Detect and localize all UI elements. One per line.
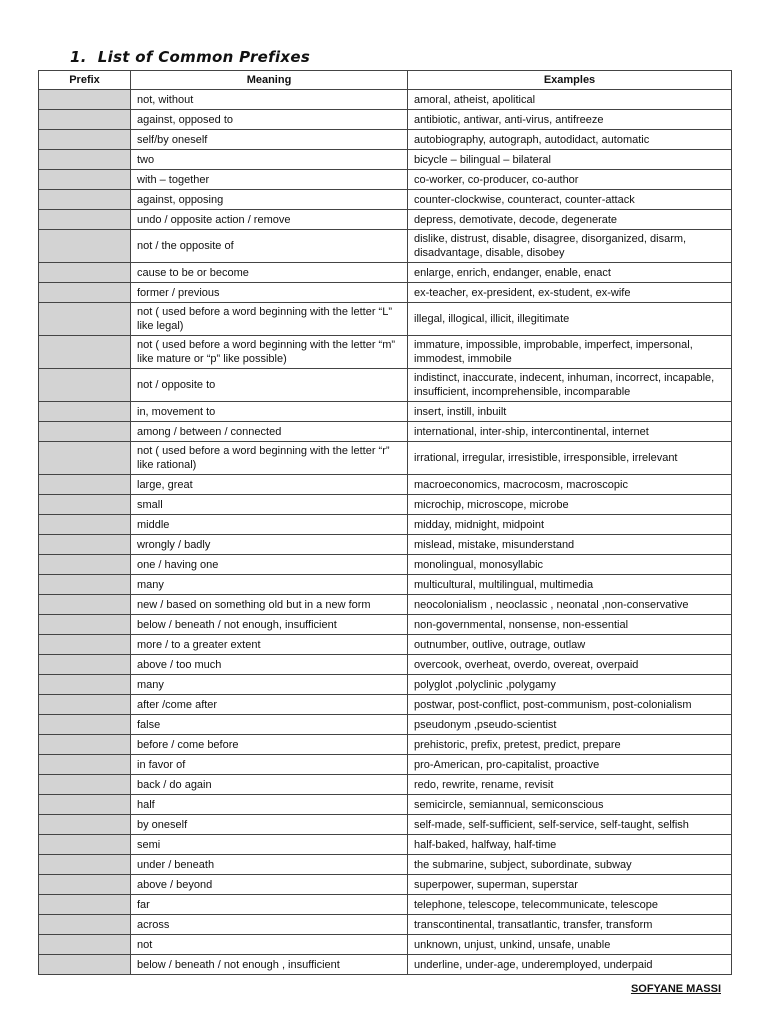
meaning-cell: cause to be or become: [131, 263, 408, 283]
meaning-cell: before / come before: [131, 735, 408, 755]
examples-cell: macroeconomics, macrocosm, macroscopic: [408, 475, 732, 495]
meaning-cell: not ( used before a word beginning with the letter “r” like rational): [131, 442, 408, 475]
meaning-cell: self/by oneself: [131, 130, 408, 150]
table-row: [39, 575, 732, 595]
prefix-cell: [39, 955, 131, 975]
prefix-cell: [39, 755, 131, 775]
examples-cell: polyglot ,polyclinic ,polygamy: [408, 675, 732, 695]
examples-cell: irrational, irregular, irresistible, irresponsible, irrelevant: [408, 442, 732, 475]
prefix-cell: [39, 795, 131, 815]
meaning-cell: false: [131, 715, 408, 735]
prefix-cell: [39, 442, 131, 475]
table-row: [39, 90, 732, 110]
prefix-cell: [39, 535, 131, 555]
meaning-cell: many: [131, 675, 408, 695]
examples-cell: indistinct, inaccurate, indecent, inhuman, incorrect, incapable, insufficient, incomprehensible, incomparable: [408, 369, 732, 402]
table-row: [39, 150, 732, 170]
table-row: [39, 555, 732, 575]
meaning-cell: two: [131, 150, 408, 170]
prefix-cell: [39, 615, 131, 635]
prefix-cell: [39, 263, 131, 283]
prefix-cell: [39, 495, 131, 515]
meaning-cell: small: [131, 495, 408, 515]
meaning-cell: far: [131, 895, 408, 915]
table-row: [39, 130, 732, 150]
prefix-cell: [39, 695, 131, 715]
header-meaning: Meaning: [131, 71, 408, 90]
prefix-cell: [39, 190, 131, 210]
prefix-table: [38, 70, 732, 975]
prefix-cell: [39, 715, 131, 735]
examples-cell: mislead, mistake, misunderstand: [408, 535, 732, 555]
table-row: [39, 935, 732, 955]
prefix-cell: [39, 369, 131, 402]
meaning-cell: under / beneath: [131, 855, 408, 875]
table-row: [39, 615, 732, 635]
meaning-cell: new / based on something old but in a new form: [131, 595, 408, 615]
prefix-cell: [39, 515, 131, 535]
meaning-cell: half: [131, 795, 408, 815]
examples-cell: enlarge, enrich, endanger, enable, enact: [408, 263, 732, 283]
meaning-cell: undo / opposite action / remove: [131, 210, 408, 230]
table-row: [39, 815, 732, 835]
table-row: [39, 283, 732, 303]
examples-cell: bicycle – bilingual – bilateral: [408, 150, 732, 170]
examples-cell: monolingual, monosyllabic: [408, 555, 732, 575]
examples-cell: depress, demotivate, decode, degenerate: [408, 210, 732, 230]
table-row: [39, 369, 732, 402]
examples-cell: amoral, atheist, apolitical: [408, 90, 732, 110]
meaning-cell: in favor of: [131, 755, 408, 775]
prefix-cell: [39, 875, 131, 895]
table-row: [39, 535, 732, 555]
prefix-cell: [39, 735, 131, 755]
prefix-cell: [39, 575, 131, 595]
header-examples: Examples: [408, 71, 732, 90]
table-row: [39, 695, 732, 715]
table-row: [39, 875, 732, 895]
table-row: [39, 635, 732, 655]
prefix-cell: [39, 336, 131, 369]
meaning-cell: not ( used before a word beginning with the letter “L” like legal): [131, 303, 408, 336]
examples-cell: immature, impossible, improbable, imperfect, impersonal, immodest, immobile: [408, 336, 732, 369]
meaning-cell: back / do again: [131, 775, 408, 795]
meaning-cell: above / beyond: [131, 875, 408, 895]
table-row: [39, 795, 732, 815]
examples-cell: half-baked, halfway, half-time: [408, 835, 732, 855]
table-row: [39, 263, 732, 283]
meaning-cell: below / beneath / not enough, insufficient: [131, 615, 408, 635]
table-row: [39, 495, 732, 515]
prefix-cell: [39, 775, 131, 795]
table-row: [39, 895, 732, 915]
examples-cell: transcontinental, transatlantic, transfer, transform: [408, 915, 732, 935]
meaning-cell: large, great: [131, 475, 408, 495]
table-row: [39, 475, 732, 495]
prefix-cell: [39, 402, 131, 422]
prefix-cell: [39, 230, 131, 263]
table-row: [39, 515, 732, 535]
table-header-row: [39, 71, 732, 90]
table-row: [39, 210, 732, 230]
page-title: 1. List of Common Prefixes: [70, 48, 311, 66]
table-row: [39, 675, 732, 695]
prefix-cell: [39, 90, 131, 110]
meaning-cell: not, without: [131, 90, 408, 110]
table-row: [39, 855, 732, 875]
prefix-cell: [39, 475, 131, 495]
table-row: [39, 110, 732, 130]
examples-cell: autobiography, autograph, autodidact, automatic: [408, 130, 732, 150]
examples-cell: antibiotic, antiwar, anti-virus, antifreeze: [408, 110, 732, 130]
examples-cell: neocolonialism , neoclassic , neonatal ,non-conservative: [408, 595, 732, 615]
examples-cell: underline, under-age, underemployed, underpaid: [408, 955, 732, 975]
examples-cell: self-made, self-sufficient, self-service, self-taught, selfish: [408, 815, 732, 835]
examples-cell: superpower, superman, superstar: [408, 875, 732, 895]
prefix-cell: [39, 150, 131, 170]
examples-cell: the submarine, subject, subordinate, subway: [408, 855, 732, 875]
table-row: [39, 230, 732, 263]
examples-cell: co-worker, co-producer, co-author: [408, 170, 732, 190]
prefix-cell: [39, 422, 131, 442]
meaning-cell: with – together: [131, 170, 408, 190]
meaning-cell: above / too much: [131, 655, 408, 675]
examples-cell: outnumber, outlive, outrage, outlaw: [408, 635, 732, 655]
meaning-cell: not: [131, 935, 408, 955]
meaning-cell: many: [131, 575, 408, 595]
meaning-cell: not / opposite to: [131, 369, 408, 402]
examples-cell: illegal, illogical, illicit, illegitimate: [408, 303, 732, 336]
table-row: [39, 303, 732, 336]
table-row: [39, 402, 732, 422]
prefix-cell: [39, 835, 131, 855]
examples-cell: ex-teacher, ex-president, ex-student, ex-wife: [408, 283, 732, 303]
examples-cell: insert, instill, inbuilt: [408, 402, 732, 422]
table-row: [39, 595, 732, 615]
author-name: SOFYANE MASSI: [630, 983, 721, 995]
meaning-cell: more / to a greater extent: [131, 635, 408, 655]
prefix-cell: [39, 675, 131, 695]
examples-cell: redo, rewrite, rename, revisit: [408, 775, 732, 795]
examples-cell: telephone, telescope, telecommunicate, telescope: [408, 895, 732, 915]
meaning-cell: former / previous: [131, 283, 408, 303]
examples-cell: microchip, microscope, microbe: [408, 495, 732, 515]
examples-cell: dislike, distrust, disable, disagree, disorganized, disarm, disadvantage, disable, disobey: [408, 230, 732, 263]
prefix-cell: [39, 635, 131, 655]
prefix-cell: [39, 935, 131, 955]
table-row: [39, 835, 732, 855]
prefix-cell: [39, 283, 131, 303]
prefix-cell: [39, 855, 131, 875]
prefix-cell: [39, 815, 131, 835]
examples-cell: postwar, post-conflict, post-communism, post-colonialism: [408, 695, 732, 715]
table-row: [39, 442, 732, 475]
examples-cell: unknown, unjust, unkind, unsafe, unable: [408, 935, 732, 955]
meaning-cell: in, movement to: [131, 402, 408, 422]
examples-cell: international, inter-ship, intercontinental, internet: [408, 422, 732, 442]
prefix-cell: [39, 170, 131, 190]
table-row: [39, 915, 732, 935]
examples-cell: multicultural, multilingual, multimedia: [408, 575, 732, 595]
prefix-cell: [39, 303, 131, 336]
examples-cell: pseudonym ,pseudo-scientist: [408, 715, 732, 735]
examples-cell: semicircle, semiannual, semiconscious: [408, 795, 732, 815]
table-row: [39, 190, 732, 210]
examples-cell: overcook, overheat, overdo, overeat, overpaid: [408, 655, 732, 675]
table-row: [39, 755, 732, 775]
header-prefix: Prefix: [39, 71, 131, 90]
meaning-cell: among / between / connected: [131, 422, 408, 442]
meaning-cell: after /come after: [131, 695, 408, 715]
table-row: [39, 170, 732, 190]
meaning-cell: across: [131, 915, 408, 935]
meaning-cell: against, opposing: [131, 190, 408, 210]
meaning-cell: not / the opposite of: [131, 230, 408, 263]
table-row: [39, 735, 732, 755]
table-row: [39, 655, 732, 675]
table-row: [39, 955, 732, 975]
examples-cell: non-governmental, nonsense, non-essential: [408, 615, 732, 635]
prefix-cell: [39, 595, 131, 615]
table-row: [39, 775, 732, 795]
prefix-cell: [39, 655, 131, 675]
meaning-cell: below / beneath / not enough , insufficient: [131, 955, 408, 975]
meaning-cell: by oneself: [131, 815, 408, 835]
meaning-cell: not ( used before a word beginning with the letter “m” like mature or “p” like possible): [131, 336, 408, 369]
table-row: [39, 336, 732, 369]
meaning-cell: semi: [131, 835, 408, 855]
meaning-cell: against, opposed to: [131, 110, 408, 130]
examples-cell: midday, midnight, midpoint: [408, 515, 732, 535]
prefix-cell: [39, 130, 131, 150]
examples-cell: prehistoric, prefix, pretest, predict, prepare: [408, 735, 732, 755]
meaning-cell: middle: [131, 515, 408, 535]
meaning-cell: wrongly / badly: [131, 535, 408, 555]
prefix-cell: [39, 210, 131, 230]
prefix-cell: [39, 555, 131, 575]
examples-cell: pro-American, pro-capitalist, proactive: [408, 755, 732, 775]
table-row: [39, 422, 732, 442]
prefix-cell: [39, 895, 131, 915]
examples-cell: counter-clockwise, counteract, counter-attack: [408, 190, 732, 210]
meaning-cell: one / having one: [131, 555, 408, 575]
table-row: [39, 715, 732, 735]
prefix-cell: [39, 110, 131, 130]
prefix-cell: [39, 915, 131, 935]
